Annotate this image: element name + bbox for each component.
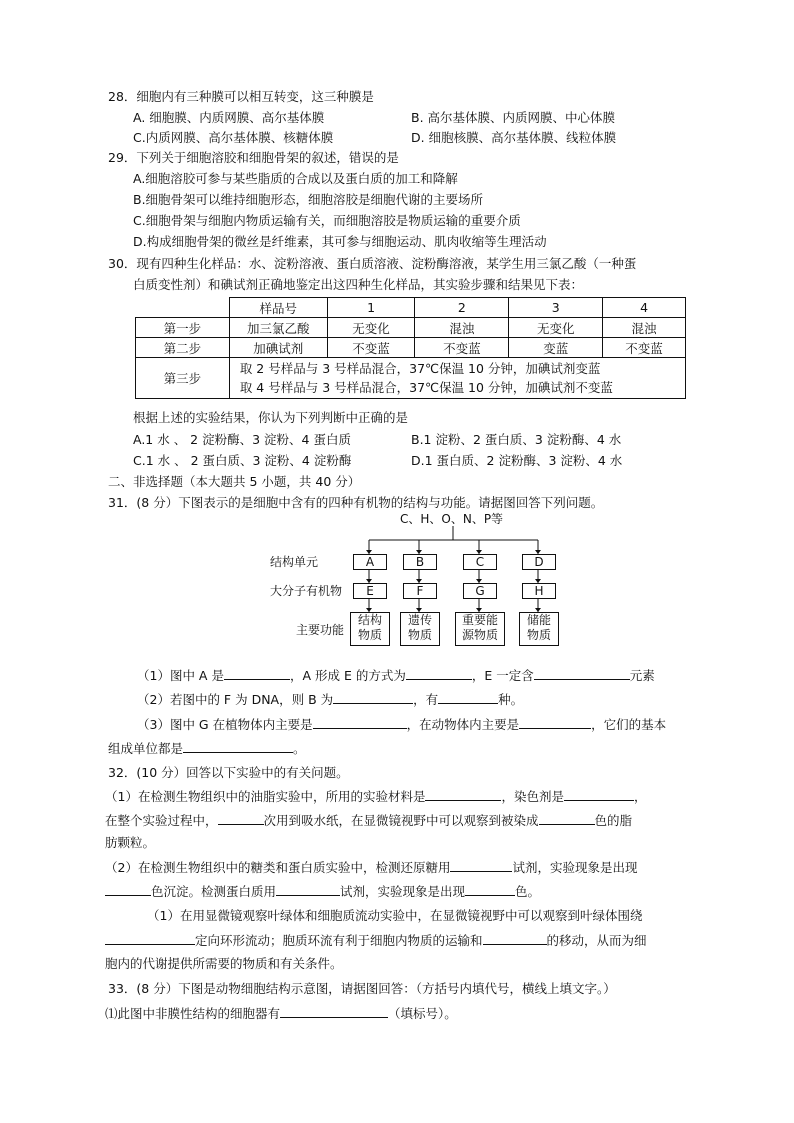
text: （1）在检测生物组织中的油脂实验中，所用的实验材料是 <box>105 789 426 804</box>
function-text: 储能 <box>526 613 551 627</box>
answer-blank[interactable] <box>519 715 591 729</box>
text: 元素 <box>629 668 655 683</box>
function-text: 遗传 <box>407 613 432 627</box>
q32-line-2 <box>105 811 632 830</box>
q32-line-8: 胞内的代谢提供所需要的物质和有关条件。 <box>105 956 343 971</box>
function-text: 物质 <box>357 628 382 642</box>
answer-blank[interactable] <box>224 666 290 680</box>
q31-stem: 31．(8 分）下图表示的是细胞中含有的四种有机物的结构与功能。请据图回答下列问题。 <box>108 495 604 510</box>
q30-after-text: 根据上述的实验结果，你认为下列判断中正确的是 <box>133 410 409 425</box>
answer-blank[interactable] <box>450 858 512 872</box>
text: 组成单位都是 <box>108 741 184 756</box>
text: 试剂，实验现象是出现 <box>340 884 466 899</box>
q32-line-1 <box>105 787 647 806</box>
answer-blank[interactable] <box>183 739 293 753</box>
text: 在整个实验过程中， <box>105 813 218 828</box>
unit-box-d: D <box>522 554 556 570</box>
function-text: 结构 <box>357 613 382 627</box>
table-cell: 不变蓝 <box>603 338 686 358</box>
function-box-structure <box>350 612 390 646</box>
q30-option-d: D.1 蛋白质、2 淀粉酶、3 淀粉、4 水 <box>411 453 623 468</box>
answer-blank[interactable] <box>438 690 498 704</box>
answer-blank[interactable] <box>105 931 195 945</box>
macro-box-f: F <box>403 583 437 599</box>
answer-blank[interactable] <box>534 666 630 680</box>
macro-box-e: E <box>353 583 387 599</box>
header-cell: 1 <box>327 298 415 318</box>
text: （2）在检测生物组织中的糖类和蛋白质实验中，检测还原糖用 <box>105 860 451 875</box>
text: （3）图中 G 在植物体内主要是 <box>137 717 313 732</box>
elements-label: C、H、O、N、P等 <box>400 512 504 526</box>
text: 试剂，实验现象是出现 <box>512 860 638 875</box>
answer-blank[interactable] <box>313 715 407 729</box>
text: 。 <box>293 741 306 756</box>
header-cell: 3 <box>509 298 603 318</box>
function-box-energy <box>455 612 505 646</box>
table-cell-merged <box>229 358 685 399</box>
q30-option-b: B.1 淀粉、2 蛋白质、3 淀粉酶、4 水 <box>411 432 622 447</box>
answer-blank[interactable] <box>218 811 264 825</box>
text: （填标号）。 <box>388 1006 457 1021</box>
table-cell: 无变化 <box>509 318 603 338</box>
table-cell: 第一步 <box>136 318 230 338</box>
function-text: 源物质 <box>461 628 498 642</box>
answer-blank[interactable] <box>105 882 151 896</box>
answer-blank[interactable] <box>564 787 634 801</box>
table-cell: 加碘试剂 <box>229 338 327 358</box>
step3-line-1: 取 2 号样品与 3 号样品混合，37℃保温 10 分钟，加碘试剂变蓝 <box>239 361 601 376</box>
q30-stem-2: 白质变性剂）和碘试剂正确地鉴定出这四种生化样品，其实验步骤和结果见下表： <box>133 277 584 292</box>
text: 色的脂 <box>594 813 633 828</box>
q30-option-a: A.1 水 、 2 淀粉酶、3 淀粉、4 蛋白质 <box>133 432 351 447</box>
text: ，A 形成 E 的方式为 <box>289 668 406 683</box>
macro-box-g: G <box>463 583 497 599</box>
text: 色。 <box>515 884 541 899</box>
q28-option-b: B. 高尔基体膜、内质网膜、中心体膜 <box>411 110 616 125</box>
unit-box-c: C <box>463 554 497 570</box>
table-cell: 变蓝 <box>509 338 603 358</box>
header-cell: 样品号 <box>229 298 327 318</box>
q32-line-7 <box>105 931 647 950</box>
q30-stem-1: 30．现有四种生化样品：水、淀粉溶液、蛋白质溶液、淀粉酶溶液，某学生用三氯乙酸（一种蛋 <box>108 256 637 271</box>
q32-stem: 32．(10 分）回答以下实验中的有关问题。 <box>108 765 349 780</box>
q33-line-1 <box>105 1004 457 1023</box>
answer-blank[interactable] <box>406 666 472 680</box>
row-label-function: 主要功能 <box>296 623 345 637</box>
function-text: 重要能 <box>461 613 498 627</box>
table-row <box>136 318 686 338</box>
q28-option-d: D. 细胞核膜、高尔基体膜、线粒体膜 <box>411 130 617 145</box>
unit-box-b: B <box>403 554 437 570</box>
text: 定向环形流动；胞质环流有利于细胞内物质的运输和 <box>195 933 483 948</box>
q29-option-b: B.细胞骨架可以维持细胞形态，细胞溶胶是细胞代谢的主要场所 <box>133 192 484 207</box>
answer-blank[interactable] <box>280 1004 388 1018</box>
q31-part-1 <box>137 666 655 685</box>
organic-matter-diagram <box>270 510 570 650</box>
text: （1）图中 A 是 <box>137 668 224 683</box>
table-row <box>136 358 686 399</box>
q32-line-4 <box>105 858 637 877</box>
row-label-units: 结构单元 <box>270 555 319 569</box>
q29-option-c: C.细胞骨架与细胞内物质运输有关，而细胞溶胶是物质运输的重要介质 <box>133 213 521 228</box>
text: 色沉淀。检测蛋白质用 <box>151 884 277 899</box>
q32-line-3: 肪颗粒。 <box>105 835 156 850</box>
function-box-genetic <box>400 612 440 646</box>
q29-option-a: A.细胞溶胶可参与某些脂质的合成以及蛋白质的加工和降解 <box>133 171 458 186</box>
q32-line-5 <box>105 882 540 901</box>
table-row <box>136 338 686 358</box>
table-cell: 第二步 <box>136 338 230 358</box>
header-cell: 2 <box>415 298 509 318</box>
q31-part-2 <box>137 690 523 709</box>
q31-part-3-cont <box>108 739 306 758</box>
experiment-table <box>135 297 686 399</box>
table-cell: 无变化 <box>327 318 415 338</box>
text: ，在动物体内主要是 <box>406 717 520 732</box>
macro-box-h: H <box>522 583 556 599</box>
function-box-storage <box>519 612 559 646</box>
answer-blank[interactable] <box>465 882 515 896</box>
table-cell: 不变蓝 <box>327 338 415 358</box>
q29-option-d: D.构成细胞骨架的微丝是纤维素，其可参与细胞运动、肌肉收缩等生理活动 <box>133 234 547 249</box>
answer-blank[interactable] <box>333 690 413 704</box>
q32-line-6: （1）在用显微镜观察叶绿体和细胞质流动实验中，在显微镜视野中可以观察到叶绿体围绕 <box>147 908 643 923</box>
text: 的移动，从而为细 <box>546 933 647 948</box>
text: ⑴此图中非膜性结构的细胞器有 <box>105 1006 281 1021</box>
q28-option-c: C.内质网膜、高尔基体膜、核糖体膜 <box>133 130 334 145</box>
q33-stem: 33．(8 分）下图是动物细胞结构示意图，请据图回答：（方括号内填代号，横线上填文字。） <box>108 981 616 996</box>
text: 种。 <box>498 692 524 707</box>
text: ，它们的基本 <box>591 717 667 732</box>
table-header-row <box>136 298 686 318</box>
function-text: 物质 <box>407 628 432 642</box>
text: 次用到吸水纸，在显微镜视野中可以观察到被染成 <box>263 813 539 828</box>
text: ，有 <box>413 692 439 707</box>
answer-blank[interactable] <box>539 811 595 825</box>
table-cell: 加三氯乙酸 <box>229 318 327 338</box>
header-cell: 4 <box>603 298 686 318</box>
table-cell: 第三步 <box>136 358 230 399</box>
section-heading: 二、非选择题（本大题共 5 小题，共 40 分） <box>108 474 361 489</box>
q28-option-a: A. 细胞膜、内质网膜、高尔基体膜 <box>133 110 325 125</box>
table-cell: 不变蓝 <box>415 338 509 358</box>
table-cell: 混浊 <box>415 318 509 338</box>
answer-blank[interactable] <box>276 882 340 896</box>
text: ，染色剂是 <box>501 789 564 804</box>
row-label-macro: 大分子有机物 <box>270 584 343 598</box>
answer-blank[interactable] <box>483 931 547 945</box>
answer-blank[interactable] <box>425 787 501 801</box>
text: ，E 一定含 <box>471 668 534 683</box>
q29-stem: 29．下列关于细胞溶胶和细胞骨架的叙述，错误的是 <box>108 150 399 165</box>
q30-option-c: C.1 水 、 2 蛋白质、3 淀粉、4 淀粉酶 <box>133 453 352 468</box>
q31-part-3 <box>137 715 666 734</box>
function-text: 物质 <box>526 628 551 642</box>
table-cell: 混浊 <box>603 318 686 338</box>
text: ， <box>633 789 647 804</box>
unit-box-a: A <box>353 554 387 570</box>
text: （2）若图中的 F 为 DNA，则 B 为 <box>137 692 334 707</box>
step3-line-2: 取 4 号样品与 3 号样品混合，37℃保温 10 分钟，加碘试剂不变蓝 <box>239 380 613 395</box>
q28-stem: 28．细胞内有三种膜可以相互转变，这三种膜是 <box>108 89 374 104</box>
